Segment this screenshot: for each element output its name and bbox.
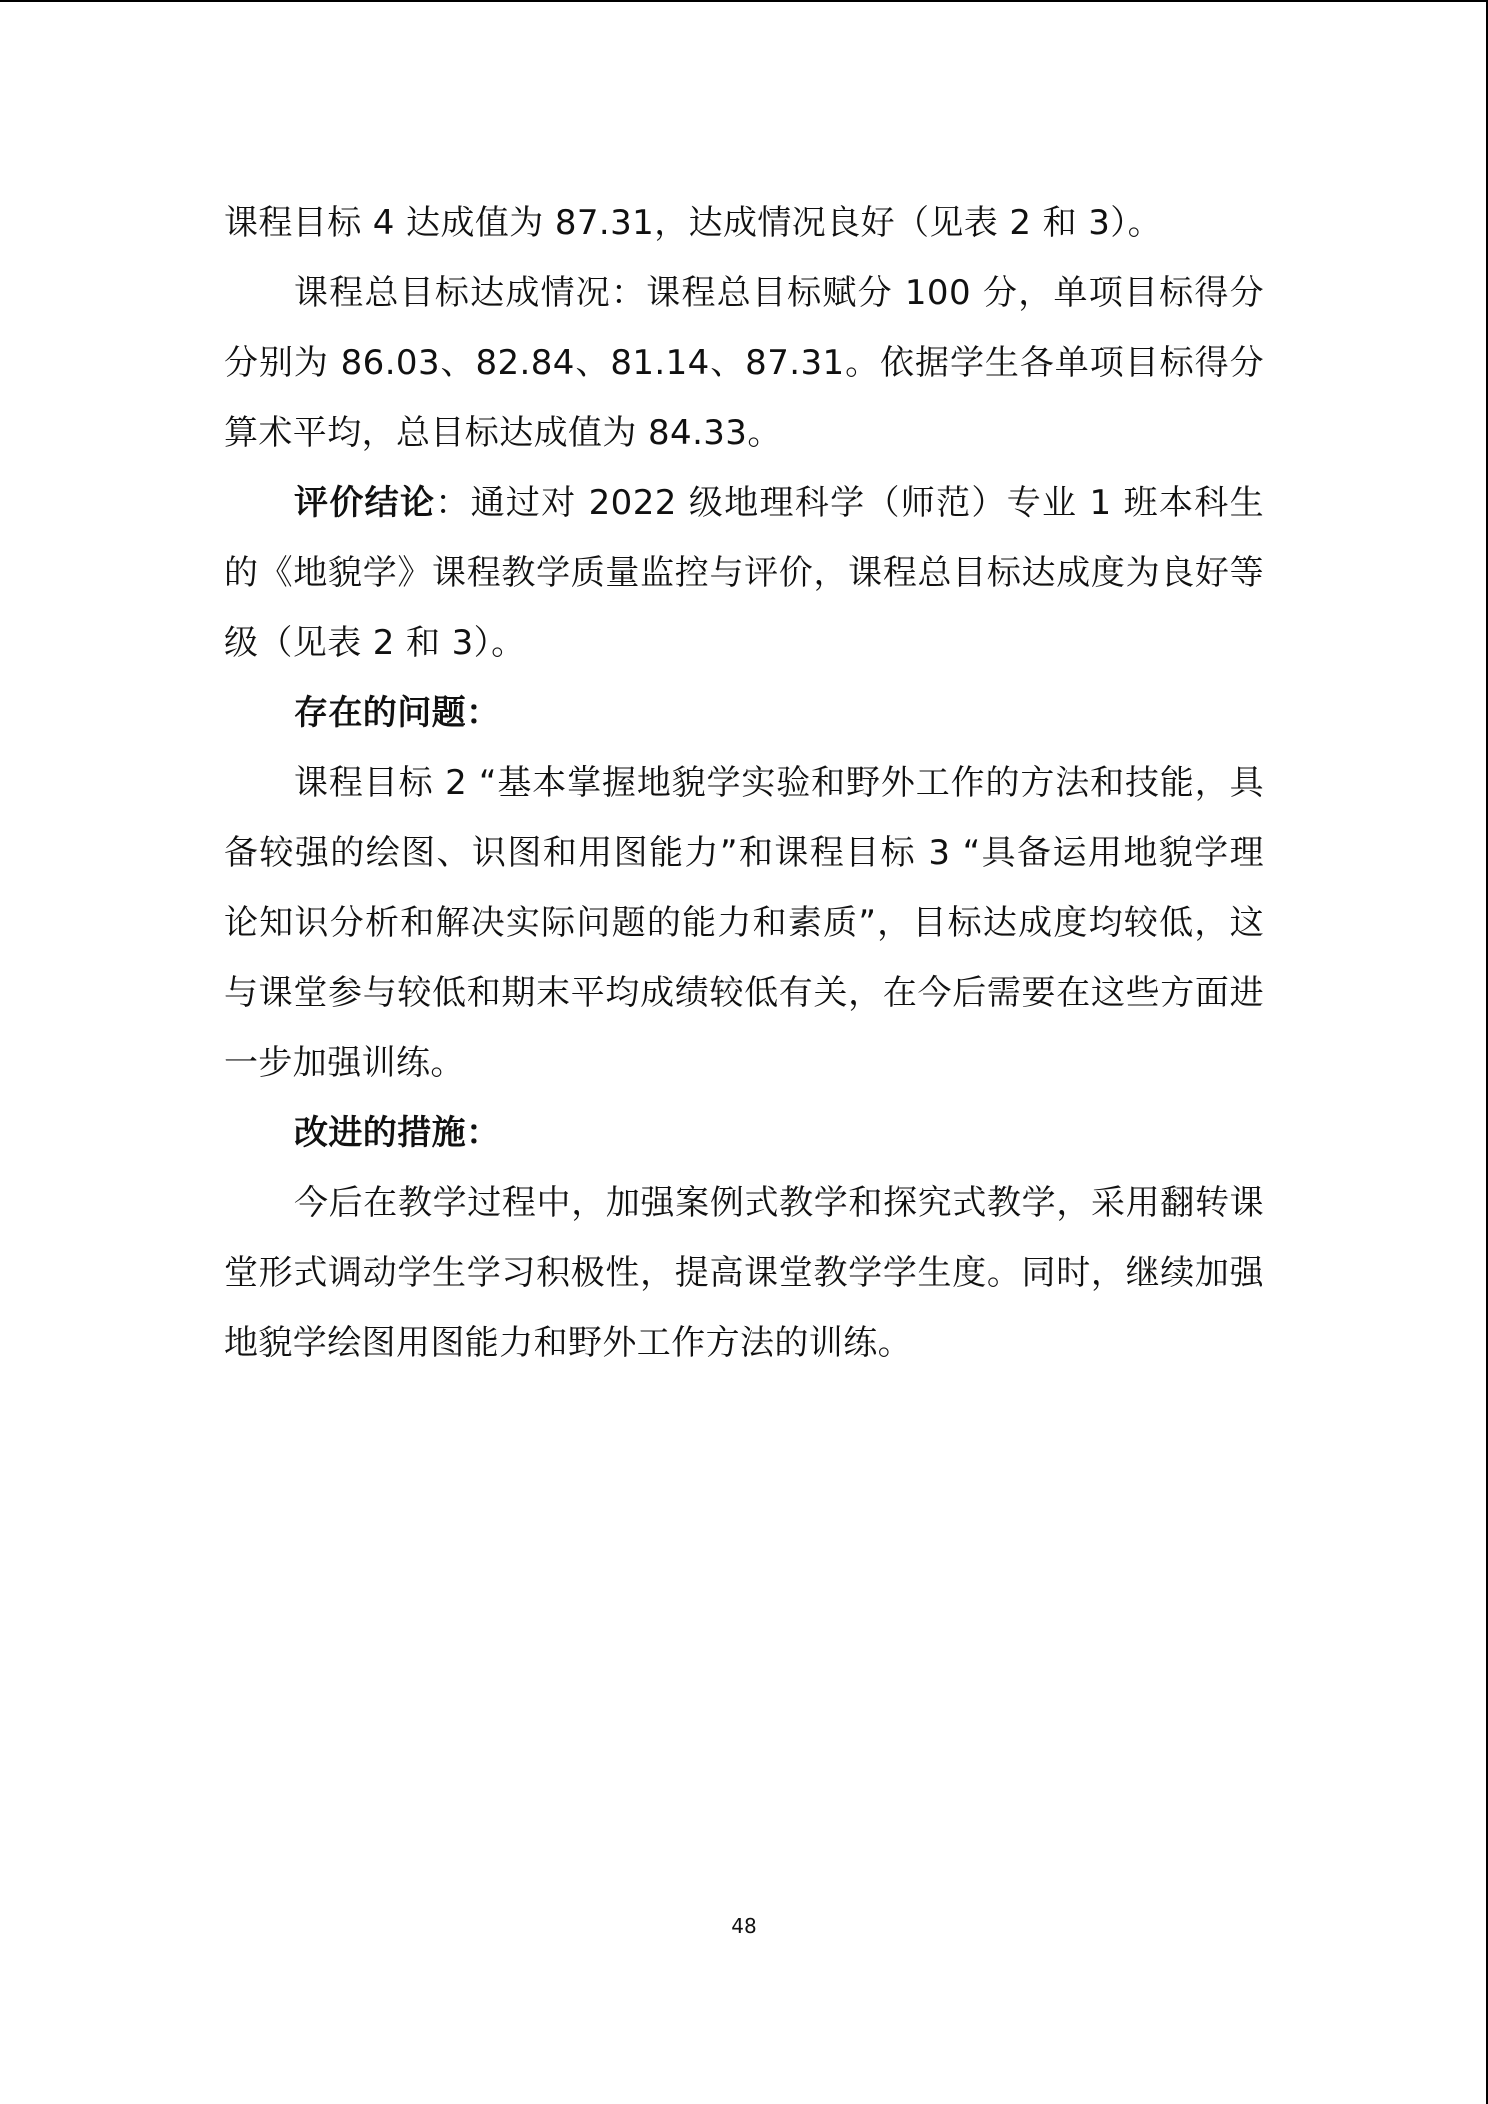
heading-improvement-measures <box>224 1098 1264 1168</box>
paragraph-text: 今后在教学过程中，加强案例式教学和探究式教学，采用翻转课堂形式调动学生学习积极性，提高课堂教学学生度。同时，继续加强地貌学绘图用图能力和野外工作方法的训练。 <box>224 1183 1264 1363</box>
paragraph-problems <box>224 748 1264 1098</box>
paragraph-overall-goal <box>224 258 1264 468</box>
paragraph-text: 课程总目标达成情况：课程总目标赋分 100 分，单项目标得分分别为 86.03、82.84、81.14、87.31。依据学生各单项目标得分算术平均，总目标达成值为 84.33。 <box>224 273 1264 453</box>
heading-existing-problems <box>224 678 1264 748</box>
paragraph-text: ：通过对 2022 级地理科学（师范）专业 1 班本科生的《地貌学》课程教学质量监控与评价，课程总目标达成度为良好等级（见表 2 和 3）。 <box>224 483 1264 663</box>
conclusion-label: 评价结论 <box>294 483 436 523</box>
section-heading: 存在的问题： <box>294 693 501 733</box>
document-body <box>224 188 1264 1378</box>
paragraph-text: 课程目标 2 “基本掌握地貌学实验和野外工作的方法和技能，具备较强的绘图、识图和用图能力”和课程目标 3 “具备运用地貌学理论知识分析和解决实际问题的能力和素质”，目标达成度均较低，这与课堂参与较低和期末平均成绩较低有关，在今后需要在这些方面进一步加强训练。 <box>224 763 1264 1083</box>
paragraph-evaluation-conclusion <box>224 468 1264 678</box>
page-number: 48 <box>731 1914 757 1938</box>
paragraph-measures <box>224 1168 1264 1378</box>
section-heading: 改进的措施： <box>294 1113 501 1153</box>
paragraph-text: 课程目标 4 达成值为 87.31，达成情况良好（见表 2 和 3）。 <box>224 203 1163 243</box>
paragraph-goal4-result <box>224 188 1264 258</box>
